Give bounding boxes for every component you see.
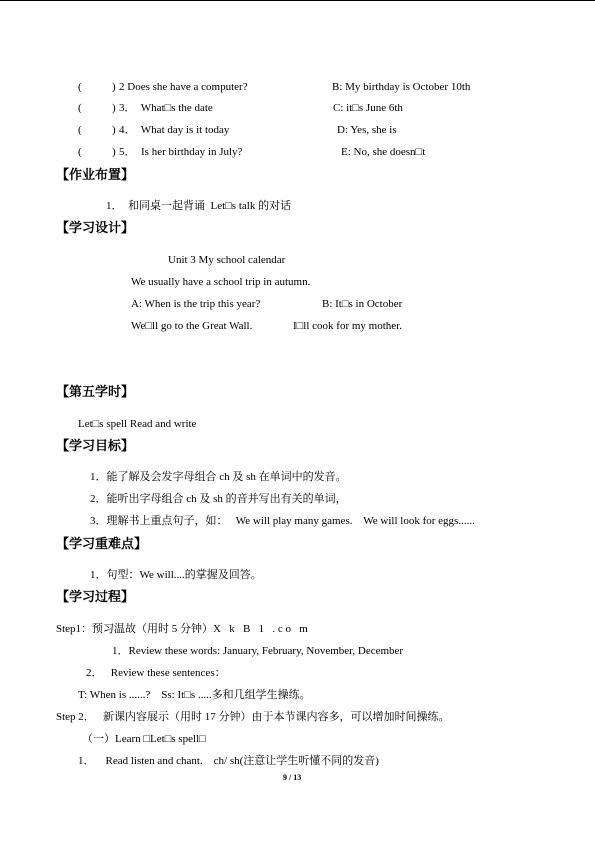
exercise-answer-1: B: My birthday is October 10th: [332, 81, 471, 93]
exercise-question-3: 4． What day is it today: [119, 124, 230, 136]
process-step2-learn: （一）Learn □Let□s spell□: [82, 733, 206, 745]
design-line-1: We usually have a school trip in autumn.: [131, 276, 311, 288]
exercise-answer-4: E: No, she doesn□t: [341, 146, 426, 158]
goal-item-2: 2．能听出字母组合 ch 及 sh 的音并写出有关的单词，: [90, 493, 347, 505]
design-line-2-right: B: It□s in October: [322, 298, 403, 310]
exercise-paren-close-2: ): [112, 102, 116, 114]
exercise-question-4: 5． Is her birthday in July?: [119, 146, 243, 158]
exercise-question-1: 2 Does she have a computer?: [119, 81, 248, 93]
lesson5-heading: 【第五学时】: [56, 385, 135, 400]
exercise-paren-open-4: (: [78, 146, 82, 158]
exercise-paren-open-1: (: [78, 81, 82, 93]
process-step1-words: 1．Review these words: January, February, November, December: [112, 645, 404, 657]
goal-item-1: 1．能了解及会发字母组合 ch 及 sh 在单词中的发音。: [90, 471, 347, 483]
exercise-paren-close-4: ): [112, 146, 116, 158]
exercise-answer-2: C: it□s June 6th: [333, 102, 403, 114]
exercise-paren-close-1: ): [112, 81, 116, 93]
design-line-3-right: I□ll cook for my mother.: [293, 320, 402, 332]
design-line-3-left: We□ll go to the Great Wall.: [131, 320, 253, 332]
process-step1-sentences: 2． Review these sentences：: [86, 667, 226, 679]
goals-heading: 【学习目标】: [56, 439, 135, 454]
design-heading: 【学习设计】: [56, 221, 135, 236]
page-number: 9 / 13: [283, 773, 302, 782]
lesson5-subtitle: Let□s spell Read and write: [78, 418, 197, 430]
process-step2: Step 2． 新课内容展示（用时 17 分钟）由于本节课内容多，可以增加时间操练。: [56, 711, 450, 723]
process-step1-dialogue: T: When is ......? Ss: It□s .....多和几组学生操练。: [78, 689, 311, 701]
keypoints-heading: 【学习重难点】: [56, 537, 148, 552]
homework-item: 1． 和同桌一起背诵 Let□s talk 的对话: [106, 200, 292, 212]
exercise-paren-open-2: (: [78, 102, 82, 114]
exercise-paren-close-3: ): [112, 124, 116, 136]
process-step1: Step1：预习温故（用时 5 分钟）X k B 1 . c o m: [56, 623, 308, 635]
homework-heading: 【作业布置】: [56, 168, 135, 183]
goal-item-3: 3．理解书上重点句子，如： We will play many games. We will look for eggs......: [90, 515, 475, 527]
top-border-line: [0, 0, 595, 1]
exercise-question-2: 3． What□s the date: [119, 102, 213, 114]
design-line-2-left: A: When is the trip this year?: [131, 298, 261, 310]
process-heading: 【学习过程】: [56, 590, 135, 605]
process-step2-read: 1． Read listen and chant. ch/ sh(注意让学生听懂不同的发音): [78, 755, 379, 767]
exercise-paren-open-3: (: [78, 124, 82, 136]
keypoints-item: 1．句型：We will....的掌握及回答。: [90, 569, 262, 581]
exercise-answer-3: D: Yes, she is: [337, 124, 397, 136]
design-title: Unit 3 My school calendar: [168, 254, 286, 266]
